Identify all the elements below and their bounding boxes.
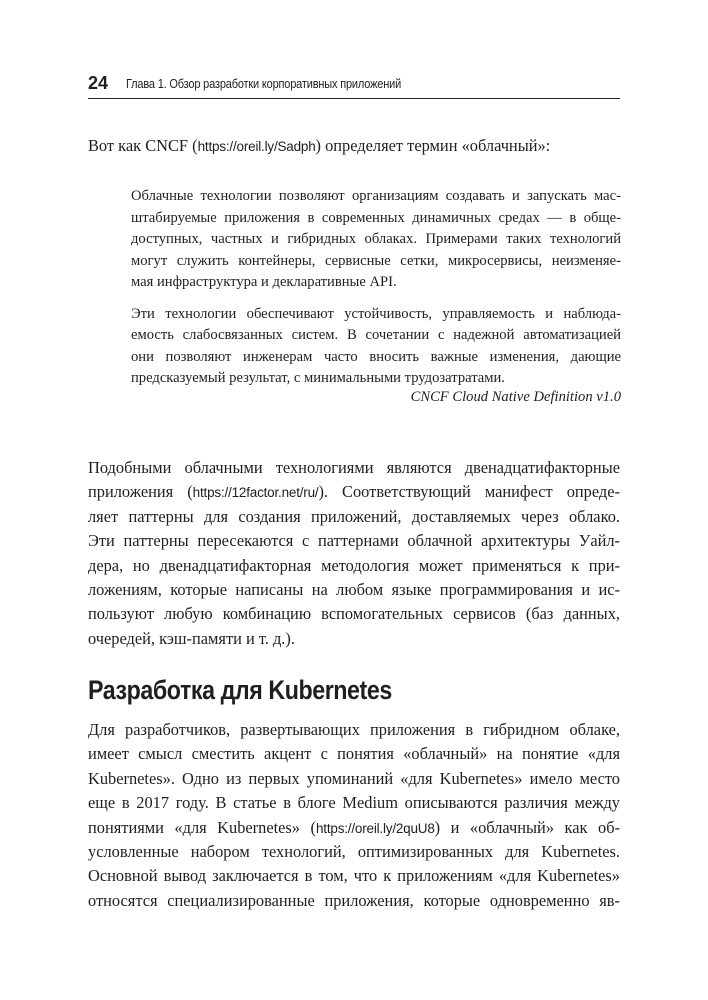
text-line: условленные набором технологий, оптимизированных для Kubernetes. [88, 841, 620, 861]
medium-link[interactable]: https://oreil.ly/2quU8 [315, 820, 435, 836]
text-line: Основной вывод заключается в том, что к приложениям «для Kubernetes» [88, 866, 620, 886]
quote-line: доступных, частных и гибридных облаках. Примерами таких технологий [131, 231, 621, 247]
chapter-title: Глава 1. Обзор разработки корпоративных приложений [126, 77, 402, 91]
running-header [88, 72, 620, 99]
quote-line: они позволяют инженерам часто вносить важные изменения, дающие [131, 348, 621, 365]
text-line: Подобными облачными технологиями являются двенадцатифакторные [88, 458, 620, 477]
quote-line: штабируемые приложения в современных динамичных средах — в обще- [131, 209, 621, 226]
text-line: еще в 2017 году. В статье в блоге Medium описываются различия между [88, 793, 620, 813]
intro-text-end: ) определяет термин «облачный»: [315, 136, 551, 155]
text-line: дера, но двенадцатифакторная методология может применяться к при- [88, 555, 620, 575]
text-segment: ). Соответствующий манифест опреде- [318, 482, 620, 502]
intro-sentence [88, 134, 620, 159]
text-line: имеет смысл сместить акцент с понятия «облачный» на понятие «для [88, 744, 620, 764]
quote-line: предсказуемый результат, с минимальными трудозатратами. [131, 370, 505, 386]
quote-paragraph-2 [131, 304, 621, 390]
intro-text-start: Вот как CNCF ( [88, 136, 198, 155]
quote-line: емость слабосвязанных систем. В сочетании с надежной автоматизацией [131, 327, 621, 343]
block-quote [131, 186, 621, 400]
quote-line: Облачные технологии позволяют организациям создавать и запускать мас- [131, 188, 621, 204]
quote-attribution: CNCF Cloud Native Definition v1.0 [410, 389, 621, 405]
section-heading: Разработка для Kubernetes [88, 675, 392, 705]
text-segment: приложения ( [88, 482, 193, 502]
text-line [88, 816, 620, 840]
text-line: Для разработчиков, развертывающих приложения в гибридном облаке, [88, 720, 620, 739]
text-line: Kubernetes». Одно из первых упоминаний «для Kubernetes» имело место [88, 768, 620, 788]
body-paragraph-1 [88, 456, 620, 651]
text-line: относятся специализированные приложения, которые одновременно яв- [88, 890, 620, 910]
quote-line: мая инфраструктура и декларативные API. [131, 274, 397, 290]
text-line: ляет паттерны для создания приложений, доставляемых через облако. [88, 506, 620, 526]
twelve-factor-link[interactable]: https://12factor.net/ru/ [192, 485, 319, 501]
text-line: очередей, кэш-памяти и т. д.). [88, 628, 295, 648]
text-segment: ) и «облачный» как об- [434, 817, 620, 837]
cncf-link[interactable]: https://oreil.ly/Sadph [197, 139, 316, 154]
text-line: ложениям, которые написаны на любом языке программирования и ис- [88, 579, 620, 599]
text-line [88, 480, 620, 504]
text-line: пользуют любую комбинацию вспомогательных сервисов (баз данных, [88, 604, 620, 624]
body-paragraph-2 [88, 718, 620, 913]
quote-paragraph-1 [131, 186, 621, 294]
text-segment: понятиями «для Kubernetes» ( [88, 817, 316, 837]
quote-line: Эти технологии обеспечивают устойчивость, управляемость и наблюда- [131, 305, 621, 322]
quote-line: могут служить контейнеры, сервисные сетки, микросервисы, неизменяе- [131, 252, 621, 269]
text-line: Эти паттерны пересекаются с паттернами облачной архитектуры Уайл- [88, 531, 620, 551]
page-number: 24 [88, 73, 109, 93]
